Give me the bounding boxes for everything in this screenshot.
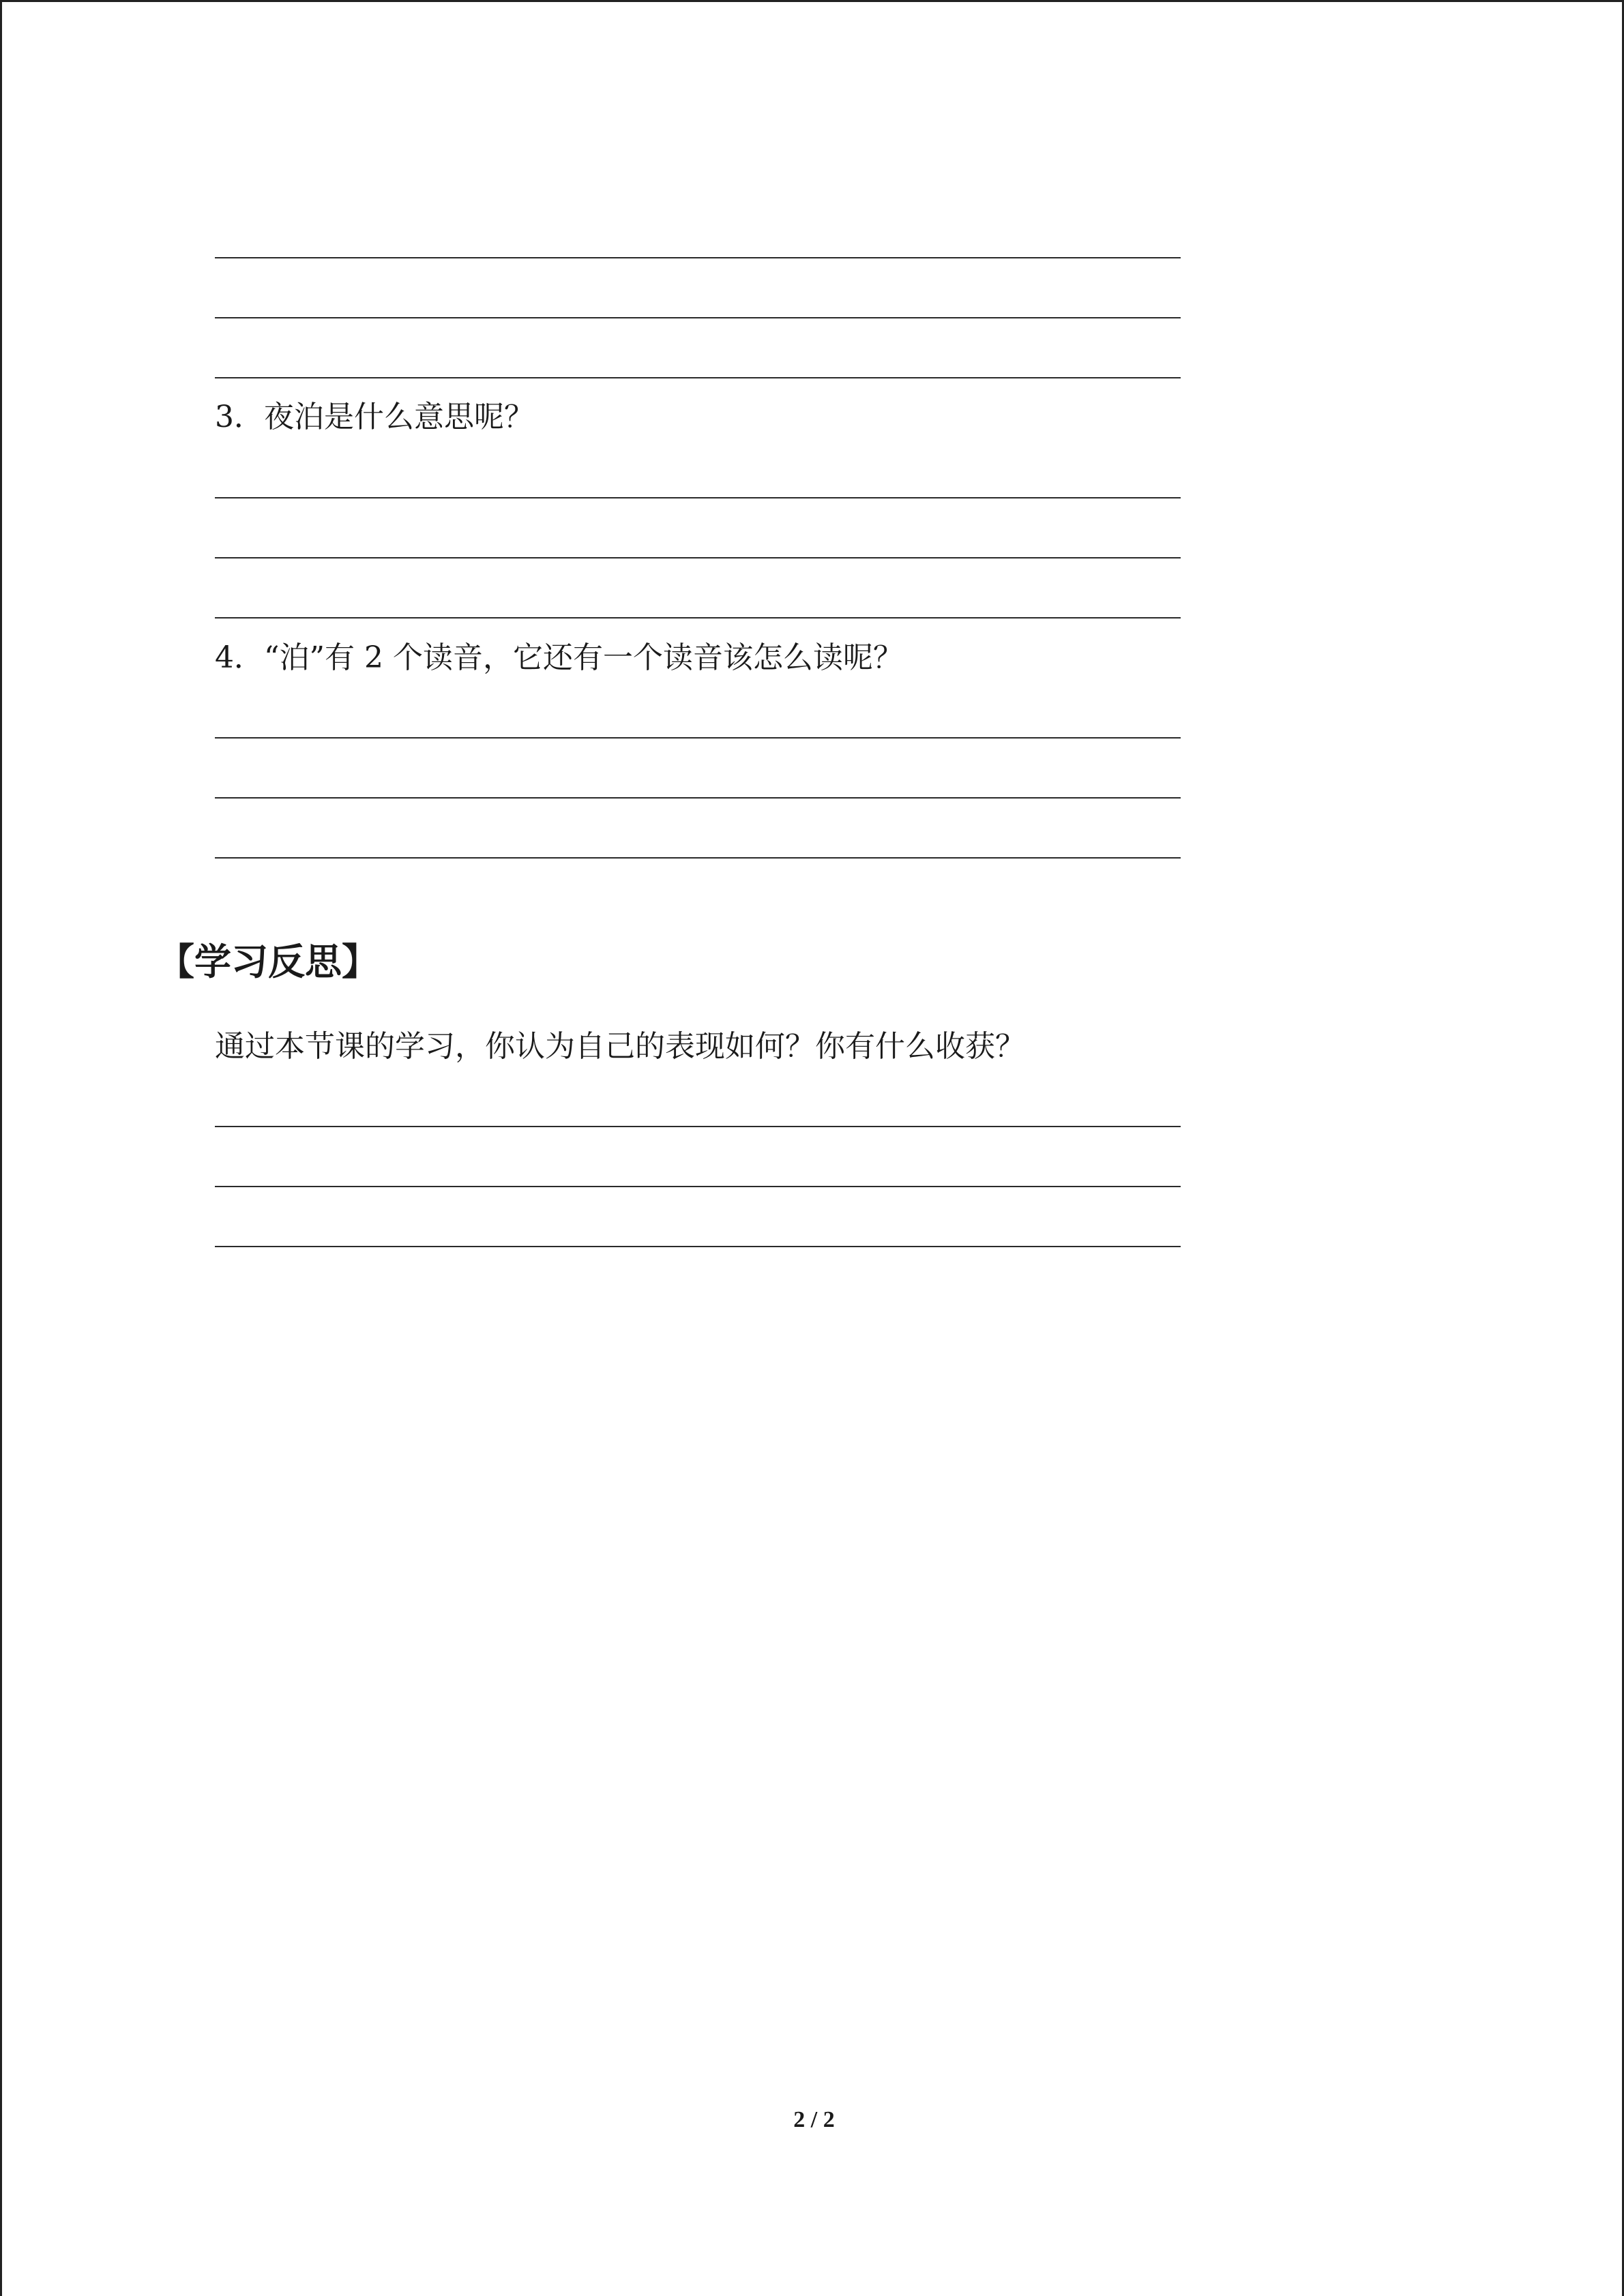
answer-line — [215, 1126, 1181, 1127]
answer-line — [215, 617, 1181, 618]
page-number: 2 / 2 — [793, 2107, 835, 2132]
answer-line — [215, 317, 1181, 318]
section-title-reflection: 【学习反思】 — [158, 940, 379, 983]
answer-line — [215, 257, 1181, 258]
answer-line — [215, 1186, 1181, 1187]
answer-line — [215, 377, 1181, 378]
reflection-prompt: 通过本节课的学习，你认为自己的表现如何？你有什么收获？ — [215, 1029, 1025, 1064]
answer-line — [215, 557, 1181, 558]
question-3: 3．夜泊是什么意思呢？ — [215, 400, 534, 434]
answer-line — [215, 1246, 1181, 1247]
question-4: 4．“泊”有 2 个读音，它还有一个读音该怎么读呢？ — [215, 640, 903, 675]
answer-line — [215, 857, 1181, 859]
answer-line — [215, 797, 1181, 799]
answer-line — [215, 497, 1181, 498]
answer-line — [215, 737, 1181, 739]
